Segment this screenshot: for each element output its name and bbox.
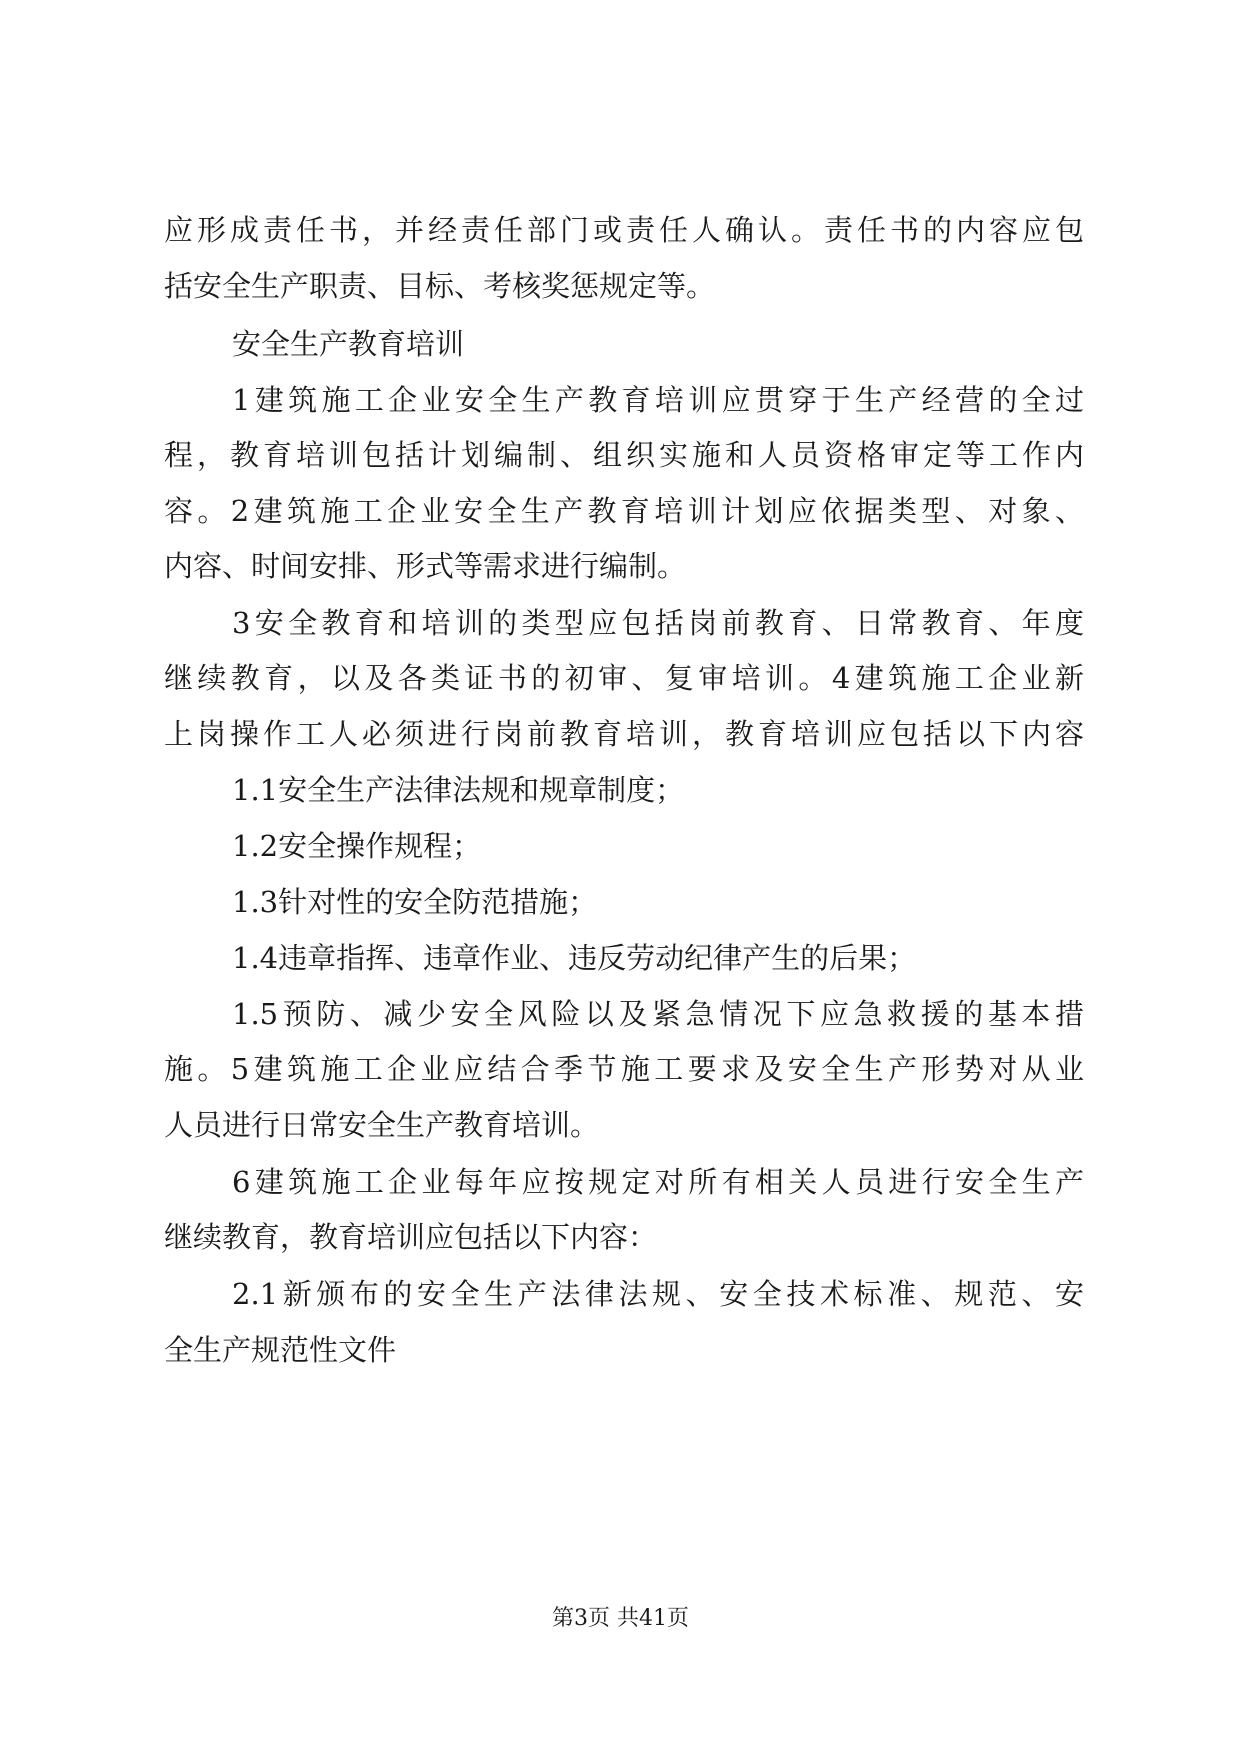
- page-number-footer: 第3页 共41页: [552, 1606, 689, 1631]
- paragraph-line: 程，教育培训包括计划编制、组织实施和人员资格审定等工作内: [164, 438, 1084, 472]
- list-item: 1.1安全生产法律法规和规章制度；: [232, 773, 685, 807]
- paragraph-line: 应形成责任书，并经责任部门或责任人确认。责任书的内容应包: [164, 213, 1084, 247]
- paragraph-line: 继续教育，教育培训应包括以下内容：: [164, 1220, 658, 1254]
- list-item: 1.5预防、减少安全风险以及紧急情况下应急救援的基本措: [232, 997, 1084, 1031]
- paragraph-line: 继续教育，以及各类证书的初审、复审培训。4建筑施工企业新: [164, 661, 1084, 695]
- paragraph-line: 内容、时间安排、形式等需求进行编制。: [164, 549, 687, 583]
- paragraph-line: 全生产规范性文件: [164, 1333, 397, 1367]
- paragraph-line: 1建筑施工企业安全生产教育培训应贯穿于生产经营的全过: [232, 383, 1084, 417]
- paragraph-line: 6建筑施工企业每年应按规定对所有相关人员进行安全生产: [232, 1165, 1084, 1199]
- paragraph-line: 容。2建筑施工企业安全生产教育培训计划应依据类型、对象、: [164, 494, 1084, 528]
- list-item: 1.4违章指挥、违章作业、违反劳动纪律产生的后果；: [232, 941, 917, 975]
- list-item: 1.3针对性的安全防范措施；: [232, 885, 598, 919]
- paragraph-line: 人员进行日常安全生产教育培训。: [164, 1108, 600, 1142]
- paragraph-line: 上岗操作工人必须进行岗前教育培训，教育培训应包括以下内容: [164, 717, 1084, 751]
- paragraph-line: 施。5建筑施工企业应结合季节施工要求及安全生产形势对从业: [164, 1052, 1084, 1086]
- paragraph-line: 3安全教育和培训的类型应包括岗前教育、日常教育、年度: [232, 606, 1084, 640]
- list-item: 2.1新颁布的安全生产法律法规、安全技术标准、规范、安: [232, 1277, 1084, 1311]
- list-item: 1.2安全操作规程；: [232, 829, 482, 863]
- paragraph-line: 括安全生产职责、目标、考核奖惩规定等。: [164, 269, 716, 303]
- section-heading: 安全生产教育培训: [232, 327, 465, 361]
